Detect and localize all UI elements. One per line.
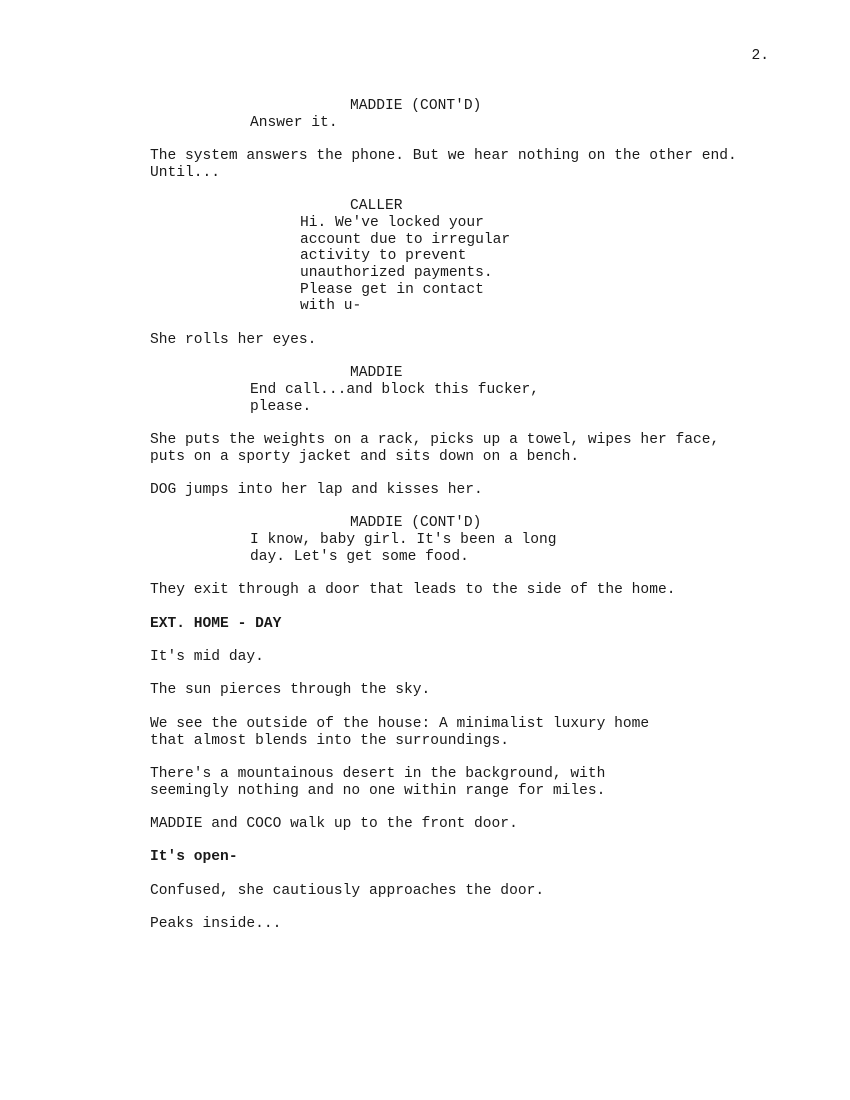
action-line: They exit through a door that leads to the side of the home. (150, 582, 676, 599)
character-name: CALLER (350, 198, 403, 215)
screenplay-body (150, 98, 750, 950)
scene-heading: EXT. HOME - DAY (150, 615, 282, 632)
action-line: She rolls her eyes. (150, 331, 317, 348)
action-line: We see the outside of the house: A minimalist luxury home that almost blends into the surroundings. (150, 715, 650, 749)
action-line: The sun pierces through the sky. (150, 682, 431, 699)
action-line: She puts the weights on a rack, picks up a towel, wipes her face, puts on a sporty jacket and sits down on a bench. (150, 431, 729, 465)
dialogue: I know, baby girl. It's been a long day. Let's get some food. (250, 532, 557, 565)
page-number: 2. (751, 48, 769, 64)
action-line: Confused, she cautiously approaches the door. (150, 882, 545, 899)
dialogue: Answer it. (250, 114, 338, 131)
dialogue: Hi. We've locked your account due to irregular activity to prevent unauthorized payments. Please get in contact with u- (300, 214, 511, 315)
action-line: The system answers the phone. But we hear nothing on the other end. Until... (150, 148, 746, 181)
dialogue: End call...and block this fucker, please. (250, 381, 540, 415)
action-line-emphasis: It's open- (150, 849, 238, 866)
action-line: DOG jumps into her lap and kisses her. (150, 482, 483, 499)
character-name: MADDIE (CONT'D) (350, 515, 482, 532)
action-line: Peaks inside... (150, 916, 282, 933)
action-line: There's a mountainous desert in the background, with seemingly nothing and no one within range for miles. (150, 765, 606, 799)
action-line: MADDIE and COCO walk up to the front door. (150, 816, 518, 833)
character-name: MADDIE (350, 365, 403, 382)
character-name: MADDIE (CONT'D) (350, 98, 482, 114)
action-line: It's mid day. (150, 649, 264, 666)
